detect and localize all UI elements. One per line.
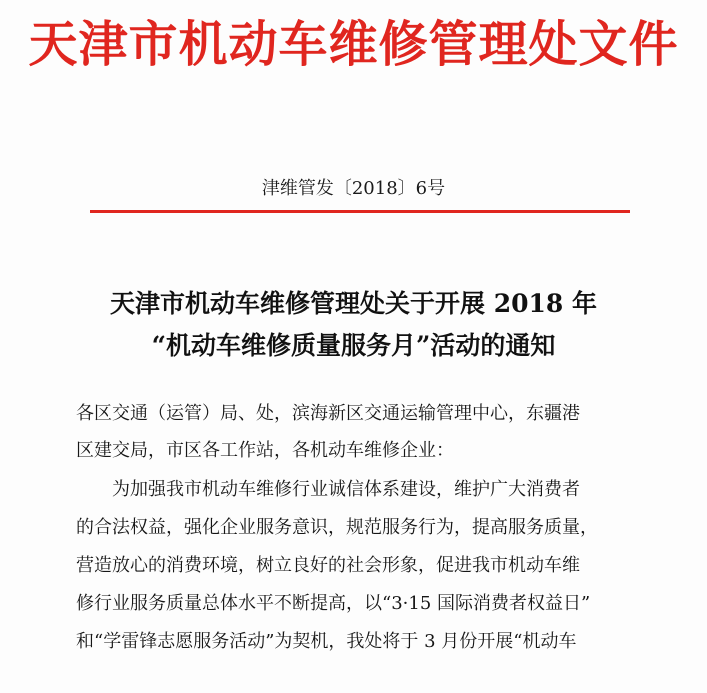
- body-line: 和“学雷锋志愿服务活动”为契机，我处将于 3 月份开展“机动车: [76, 631, 577, 652]
- body-line: 为加强我市机动车维修行业诚信体系建设，维护广大消费者: [76, 479, 580, 500]
- body-line: 的合法权益，强化企业服务意识，规范服务行为，提高服务质量，: [76, 517, 598, 538]
- body-line: 区建交局，市区各工作站，各机动车维修企业：: [76, 440, 454, 461]
- document-number: 津维管发〔2018〕6号: [261, 178, 446, 199]
- notice-title-line-2: “机动车维修质量服务月”活动的通知: [151, 331, 556, 360]
- body-line: 各区交通（运管）局、处，滨海新区交通运输管理中心，东疆港: [76, 403, 580, 424]
- red-divider-line: [90, 210, 630, 213]
- body-line: 修行业服务质量总体水平不断提高，以“3·15 国际消费者权益日”: [76, 593, 591, 614]
- issuing-authority-header: 天津市机动车维修管理处文件: [28, 15, 679, 73]
- body-line: 营造放心的消费环境，树立良好的社会形象，促进我市机动车维: [76, 555, 580, 576]
- notice-title-line-1: 天津市机动车维修管理处关于开展 2018 年: [110, 289, 597, 318]
